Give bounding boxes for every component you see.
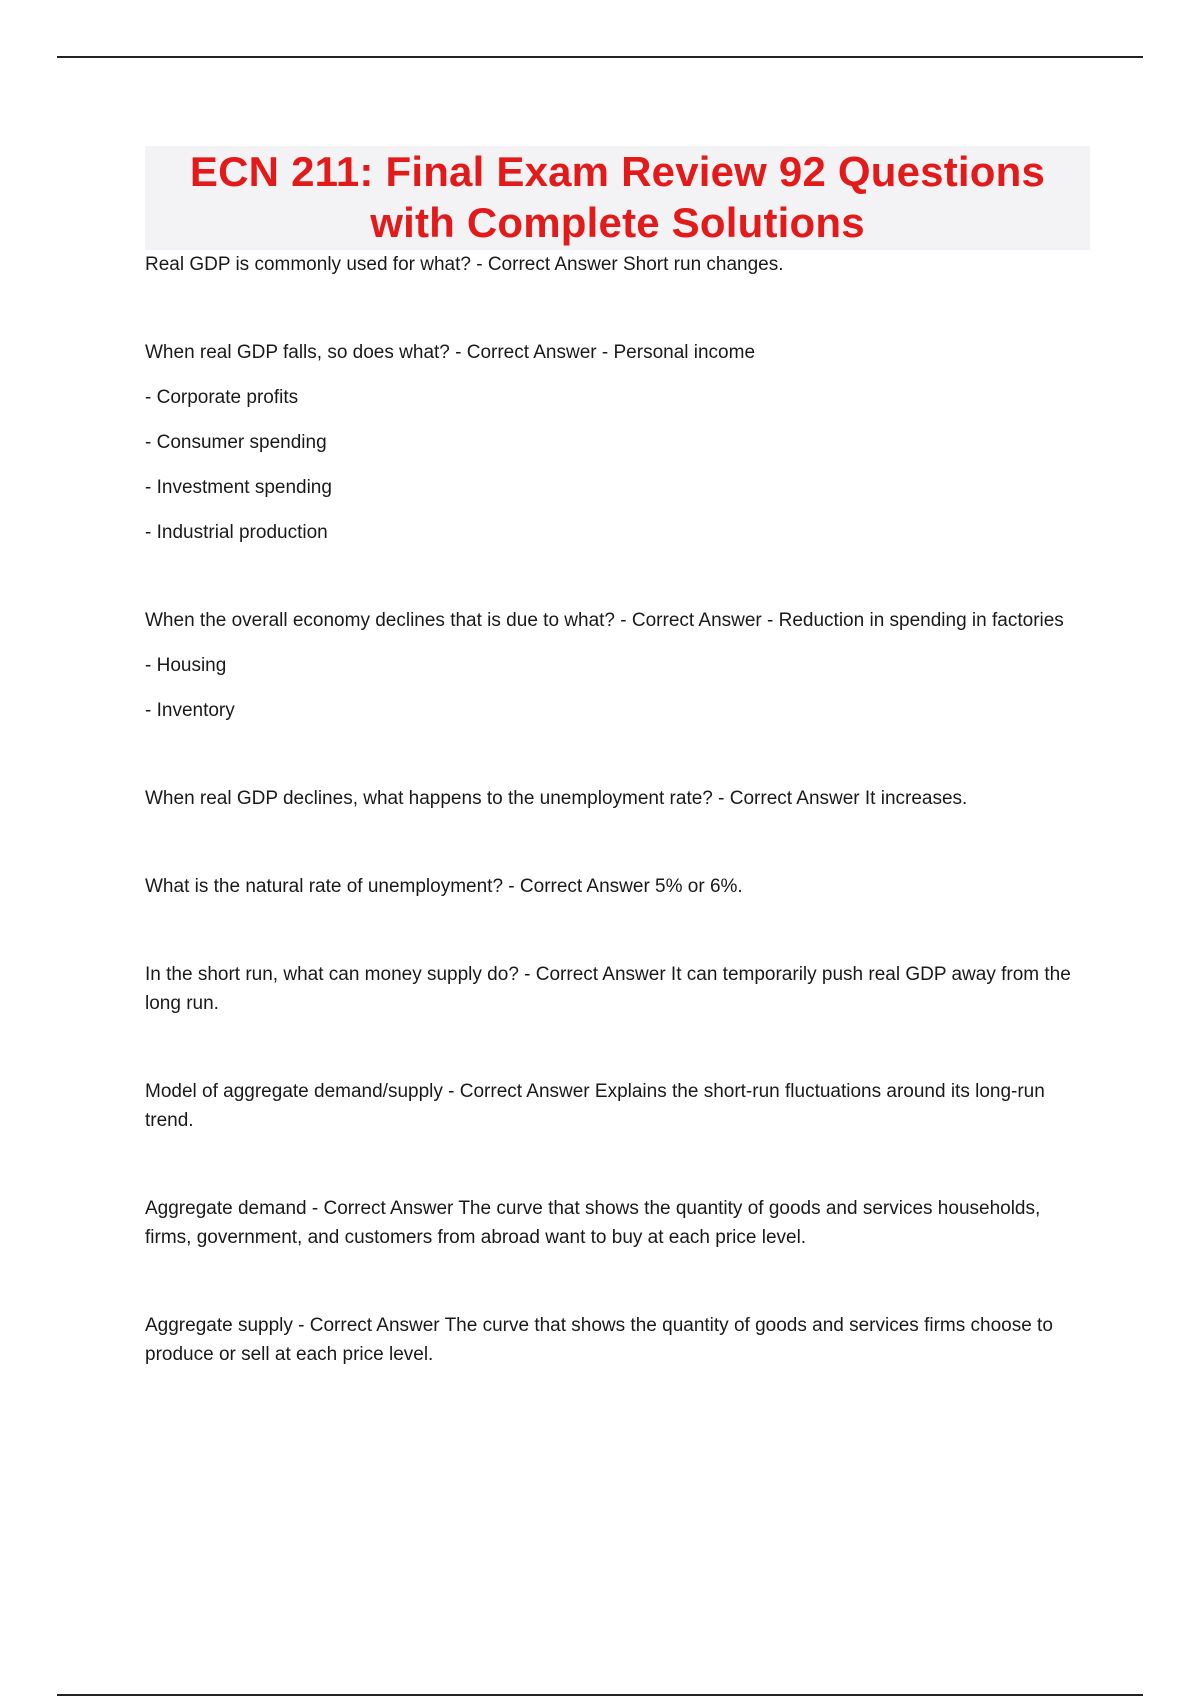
qa-bullet: - Corporate profits [145,387,299,408]
qa-item: Model of aggregate demand/supply - Correct Answer Explains the short-run fluctuations around its long-run trend. [145,1081,1045,1131]
qa-item: What is the natural rate of unemployment? - Correct Answer 5% or 6%. [145,876,743,897]
qa-bullet: - Inventory [145,700,235,721]
qa-bullet: - Investment spending [145,477,332,498]
qa-list [145,250,1090,1369]
qa-bullet: - Consumer spending [145,432,327,453]
qa-item: When real GDP declines, what happens to the unemployment rate? - Correct Answer It increases. [145,788,968,809]
qa-bullet: - Housing [145,655,227,676]
title-box [145,146,1090,250]
qa-item: When real GDP falls, so does what? - Correct Answer - Personal income [145,342,756,363]
document-body [145,146,1090,1369]
qa-bullet: - Industrial production [145,522,328,543]
document-title-line-2: with Complete Solutions [370,199,865,246]
qa-item: Aggregate supply - Correct Answer The curve that shows the quantity of goods and services firms choose to produce or sell at each price level. [145,1315,1053,1365]
qa-item: In the short run, what can money supply do? - Correct Answer It can temporarily push real GDP away from the long run. [145,964,1071,1014]
document-title-line-1: ECN 211: Final Exam Review 92 Questions [189,148,1046,195]
qa-item: Real GDP is commonly used for what? - Correct Answer Short run changes. [145,254,784,275]
qa-item: Aggregate demand - Correct Answer The curve that shows the quantity of goods and services households, firms, government, and customers from abroad want to buy at each price level. [145,1198,1041,1248]
qa-item: When the overall economy declines that is due to what? - Correct Answer - Reduction in spending in factories [145,610,1064,631]
bottom-rule [57,1694,1143,1696]
top-rule [57,56,1143,58]
